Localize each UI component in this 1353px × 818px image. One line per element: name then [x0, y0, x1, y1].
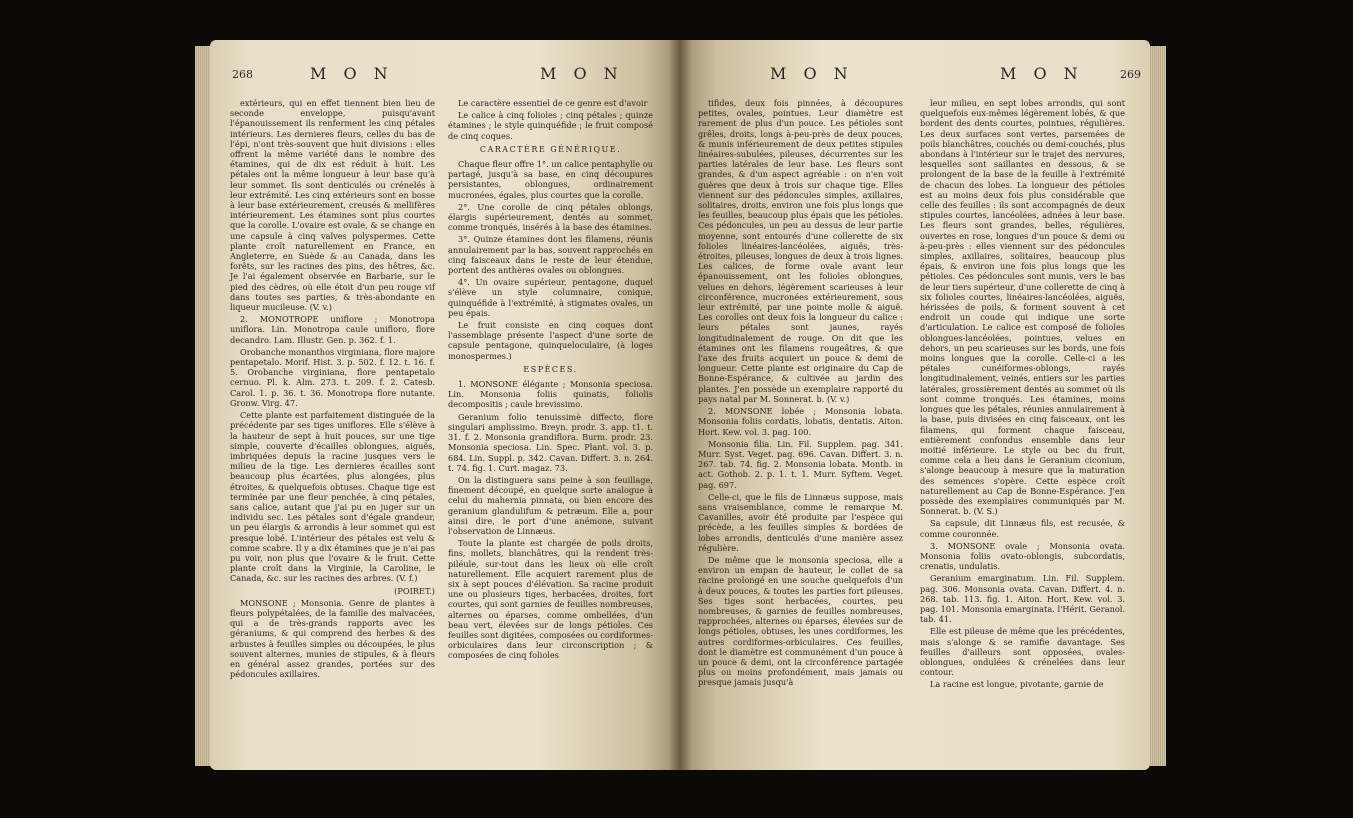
paragraph: Sa capsule, dit Linnæus fils, est recusée, & comme couronnée. — [920, 518, 1125, 539]
left-page-number: 268 — [232, 68, 253, 81]
left-header-left: M O N — [310, 64, 394, 83]
section-heading: CARACTÈRE GÉNÉRIQUE. — [479, 144, 622, 154]
paragraph: 4°. Un ovaire supérieur, pentagone, duquel s'élève un style columnaire, conique, quinquéfide à l'extrémité, à stigmates ovales, un peu épais. — [448, 277, 653, 318]
left-column-1 — [230, 98, 435, 681]
paragraph: Orobanche monanthos virginiana, flore majore pentapetalo. Morif. Hist. 3. p. 502. f. 12. t. 16. f. 5. Orobanche virginiana, flore pentapetalo cernuo. Pl. k. Alm. 273. t. 209. f. 2. Catesb. Carol. 1. p. 36. t. 36. Monotropa flore nutante. Gronw. Virg. 47. — [230, 346, 435, 408]
paragraph: Geranium folio tenuissimè diffecto, flore singulari amplissimo. Breyn. prodr. 3. app. t1. t. 31. f. 2. Monsonia grandiflora. Burm. prodr. 23. Monsonia speciosa. Lin. Spec. Plant. vol. 3. p. 684. Lin. Suppl. p. 342. Cavan. Differt. 3. n. 264. t. 74. fig. 1. Curt. magaz. 73. — [448, 411, 653, 473]
paragraph: Le caractère essentiel de ce genre est d'avoir — [458, 98, 648, 108]
paragraph: 3. MONSONE ovale ; Monsonia ovata. Monsonia foliis ovato-oblongis, subcordatis, crenatis, undulatis. — [920, 540, 1125, 572]
paragraph: Elle est pileuse de même que les précédentes, mais s'alonge & se ramifie davantage. Ses feuilles d'ailleurs sont opposées, ovales-oblongues, ondulées & crénelées dans leur contour. — [920, 626, 1125, 678]
right-header-left: M O N — [770, 64, 854, 83]
paragraph: 3°. Quinze étamines dont les filamens, réunis annulairement par la bas, souvent rapprochés en cinq faisceaux dans le reste de leur étendue, portent des anthères ovales ou oblongues. — [448, 234, 653, 276]
right-column-1 — [698, 98, 903, 690]
right-page-number: 269 — [1120, 68, 1141, 81]
right-page-edges — [1150, 46, 1166, 766]
left-page-edges — [195, 46, 211, 766]
paragraph: 2. MONSONE lobée ; Monsonia lobata. Monsonia foliis cordatis, lobatis, dentatis. Aiton. Hort. Kew. vol. 3. pag. 100. — [698, 406, 903, 437]
paragraph: Toute la plante est chargée de poils droits, fins, mollets, blanchâtres, qui la rendent très-piléule, sur-tout dans les lieux où elle croît naturellement. Elle acquiert rarement plus de six à sept pouces d'élévation. Sa racine produit une ou plusieurs tiges, herbacées, droites, fort courtes, qui sont garnies de feuilles nombreuses, alternes ou éparses, comme ombellées, d'un beau vert, élevées sur de longs pétioles. Ces feuilles sont digitées, composées ou cordiformes-orbiculaires dans leur circonscription ; & composées de cinq folioles — [448, 538, 653, 661]
paragraph: 1. MONSONE élégante ; Monsonia speciosa. Lin. Monsonia foliis quinatis, foliolis decompositis ; caule brevissimo. — [448, 379, 653, 410]
paragraph: Celle-ci, que le fils de Linnæus suppose, mais sans vraisemblance, comme le remarque M. Cavanilles, avoir été produite par l'espèce qui précède, a les feuilles simples & bordées de lobes arrondis, denticulés d'une manière assez régulière. — [698, 491, 903, 553]
paragraph: Le fruit consiste en cinq coques dont l'assemblage présente l'aspect d'une sorte de capsule pentagone, quinqueloculaire, (à loges monospermes.) — [448, 320, 653, 361]
right-column-2 — [920, 98, 1125, 692]
paragraph: Chaque fleur offre 1°. un calice pentaphylle ou partagé, jusqu'à sa base, en cinq découpures persistantes, oblongues, ordinairement mucronées, égales, plus courtes que la corolle. — [448, 159, 653, 200]
paragraph: 2°. Une corolle de cinq pétales oblongs, élargis supérieurement, dentés au sommet, comme tronqués, insérés à la base des étamines. — [448, 201, 653, 233]
paragraph: On la distinguera sans peine à son feuillage, finement découpé, en quelque sorte analogue à celui du mahernia pinnata, ou bien encore des geranium glandulifum & petræum. Elle a, pour ainsi dire, le port d'une anémone, suivant l'observation de Linnæus. — [448, 474, 653, 536]
paragraph: Cette plante est parfaitement distinguée de la précédente par ses tiges uniflores. Elle s'élève à la hauteur de sept à huit pouces, sur une tige simple, couverte d'écailles oblongues, aiguës, imbriquées depuis la racine jusques vers le milieu de la tige. Les dernieres écailles sont beaucoup plus écartées, plus alongées, plus étroites, & quelquefois obtuses. Chaque tige est terminée par une fleur penchée, à cinq pétales, sans calice, autant que j'ai pu en juger sur un individu sec. Les pétales sont d'égale grandeur, un peu élargis & arrondis à leur sommet qui est presque lobé. L'intérieur des pétales est velu & comme scabre. Il y a dix étamines que je n'ai pas pu voir, non plus que l'ovaire & le fruit. Cette plante croît dans la Virginie, la Caroline, le Canada, &c. sur les racines des arbres. (V. f.) — [230, 410, 435, 584]
paragraph: 2. MONOTROPE uniflore ; Monotropa uniflora. Lin. Monotropa caule unifloro, flore decandro. Lam. Illustr. Gen. p. 362. f. 1. — [230, 314, 435, 345]
paragraph: Le calice à cinq folioles ; cinq pétales ; quinze étamines ; le style quinquéfide ; le fruit composé de cinq coques. — [448, 110, 653, 141]
author-signature: (POIRET.) — [394, 585, 435, 596]
right-header-right: M O N — [1000, 64, 1084, 83]
left-header-right: M O N — [540, 64, 624, 83]
paragraph: Monsonia filia. Lin. Fil. Supplem. pag. 341. Murr. Syst. Veget. pag. 696. Cavan. Differt. 3. n. 267. tab. 74. fig. 2. Monsonia lobata. Montb. in act. Gothob. 2. p. 1. t. 1. Murr. Syftem. Veget. pag. 697. — [698, 438, 903, 490]
paragraph: Geranium emarginatum. Lin. Fil. Supplem. pag. 306. Monsonia ovata. Cavan. Differt. 4. n. 268. tab. 113. fig. 1. Aiton. Hort. Kew. vol. 3. pag. 101. Monsonia emarginata. l'Hérit. Geranol. tab. 41. — [920, 573, 1125, 625]
paragraph: La racine est longue, pivotante, garnie de — [930, 679, 1104, 690]
paragraph: De même que le monsonia speciosa, elle a environ un empan de hauteur, le collet de sa racine prolongé en une souche quelquefois d'un à deux pouces, & toutes les parties fort pileuses. Ses tiges sont herbacées, courtes, peu nombreuses, & garnies de feuilles nombreuses, rapprochées, alternes ou éparses, élevées sur de longs pétioles, obtuses, les unes cordiformes, les autres cordiformes-orbiculaires. Ces feuilles, dont le diamètre est communément d'un pouce à un pouce & demi, ont la circonférence partagée plus ou moins profondément, mais jamais ou presque jamais jusqu'à — [698, 554, 903, 688]
paragraph: MONSONE ; Monsonia. Genre de plantes à fleurs polypétalées, de la famille des malvacées, qui a de très-grands rapports avec les géraniums, & qui comprend des herbes & des arbustes à feuilles simples ou découpées, le plus souvent alternes, munies de stipules, & à fleurs en général assez grandes, portées sur des pédoncules axillaires. — [230, 597, 435, 680]
book-gutter — [668, 40, 692, 770]
paragraph: leur milieu, en sept lobes arrondis, qui sont quelquefois eux-mêmes légèrement lobés, & que bordent des dents courtes, pointues, régulières. Les deux surfaces sont vertes, parsemées de poils blanchâtres, couchés ou demi-couchés, plus abondans à l'intérieur sur le trajet des nervures, lesquelles sont saillantes en dessous, & se prolongent de la base de la feuille à l'extrémité de chacun des lobes. La longueur des pétioles est au moins deux fois plus considérable que celle des feuilles : ils sont accompagnés de deux stipules courtes, lancéolées, adnées à leur base. Les fleurs sont grandes, belles, régulières, ouvertes en rose, longues d'un pouce & demi ou à-peu-près : elles viennent sur des pédoncules simples, axillaires, solitaires, beaucoup plus épais, & environ une fois plus longs que les pétioles. Ces pédoncules sont munis, vers le bas de leur tiers supérieur, d'une collerette de cinq à six folioles courtes, linéaires-lancéolées, aiguës, hérissées de poils, & forment souvent à cet endroit un coude qui indique une sorte d'articulation. Le calice est composé de folioles oblongues-lancéolées, pointues, velues en dehors, un peu scarieuses sur les bords, une fois moins longues que la corolle. Celle-ci a les pétales cunéiformes-oblongs, rayés longitudinalement, veinés, entiers sur les parties latérales, grossièrement dentés au sommet où ils sont comme tronqués. Les étamines, moins longues que les pétales, réunies annulairement à la base, puis divisées en cinq faisceaux, ont les filamens, qui forment chaque faisceau, entièrement confondus ensemble dans leur moitié inférieure. Le style ou bec du fruit, comme cela a lieu dans le Geranium ciconium, s'alonge beaucoup à mesure que la maturation des semences s'opère. Cette espèce croît naturellement au Cap de Bonne-Espérance. J'en possède des exemplaires communiqués par M. Sonnerat. b. (V. S.) — [920, 98, 1125, 517]
left-page — [210, 40, 680, 770]
section-heading: ESPÈCES. — [523, 364, 578, 374]
left-column-2 — [448, 98, 653, 663]
paragraph: extérieurs, qui en effet tiennent bien lieu de seconde enveloppe, puisqu'avant l'épanouissement ils renferment les cinq pétales intérieurs. Les dernieres fleurs, celles du bas de l'épi, n'ont très-souvent que huit divisions : elles offrent la même variété dans le nombre des étamines, qui de dix est réduit à huit. Les pétales ont la même longueur à leur base qu'à leur sommet. Ils sont denticulés ou crénelés à leur extrémité. Les cinq extérieurs sont en bosse à leur base extérieurement, creusés & mellifères intérieurement. Les étamines sont plus courtes que la corolle. L'ovaire est ovale, & se change en une capsule à cinq valves polyspermes. Cette plante croît naturellement en France, en Angleterre, en Suède & au Canada, dans les forêts, sur les racines des pins, des hêtres, &c. Je l'ai également observée en Barbarie, sur le pied des cèdres, où elle étoit d'un peu rouge vif dans toutes ses parties, & très-abondante en liqueur mucileuse. (V. v.) — [230, 98, 435, 313]
right-page — [680, 40, 1150, 770]
paragraph: tifides, deux fois pinnées, à découpures petites, ovales, pointues. Leur diamètre est rarement de plus d'un pouce. Les pétioles sont grêles, droits, longs à-peu-près de deux pouces, & munis inférieurement de deux petites stipules linéaires-subulées, pileuses, décurrentes sur les parties latérales de leur base. Les fleurs sont grandes, & d'un aspect agréable : on n'en voit guères que deux à trois sur chaque tige. Elles viennent sur des pédoncules simples, axillaires, solitaires, droits, environ une fois plus longs que les feuilles, beaucoup plus épais que les pétioles. Ces pédoncules, un peu au dessus de leur partie moyenne, sont entourés d'une collerette de six folioles linéaires-lancéolées, aiguës, très-étroites, pileuses, longues de deux à trois lignes. Les calices, de forme ovale avant leur épanouissement, ont les folioles oblongues, velues en dehors, légèrement scarieuses à leur circonférence, mucronées extérieurement, sous leur extrémité, par une pointe molle & aiguë. Les corolles ont deux fois la longueur du calice : leurs pétales sont jaunes, rayés longitudinalement de rouge. On dit que les étamines ont les filamens rougeâtres, & que l'axe des fruits acquiert un pouce & demi de longueur. Cette plante est originaire du Cap de Bonne-Espérance, & cultivée au jardin des plantes. J'en possède un exemplaire rapporté du pays natal par M. Sonnerat. b. (V. v.) — [698, 98, 903, 404]
